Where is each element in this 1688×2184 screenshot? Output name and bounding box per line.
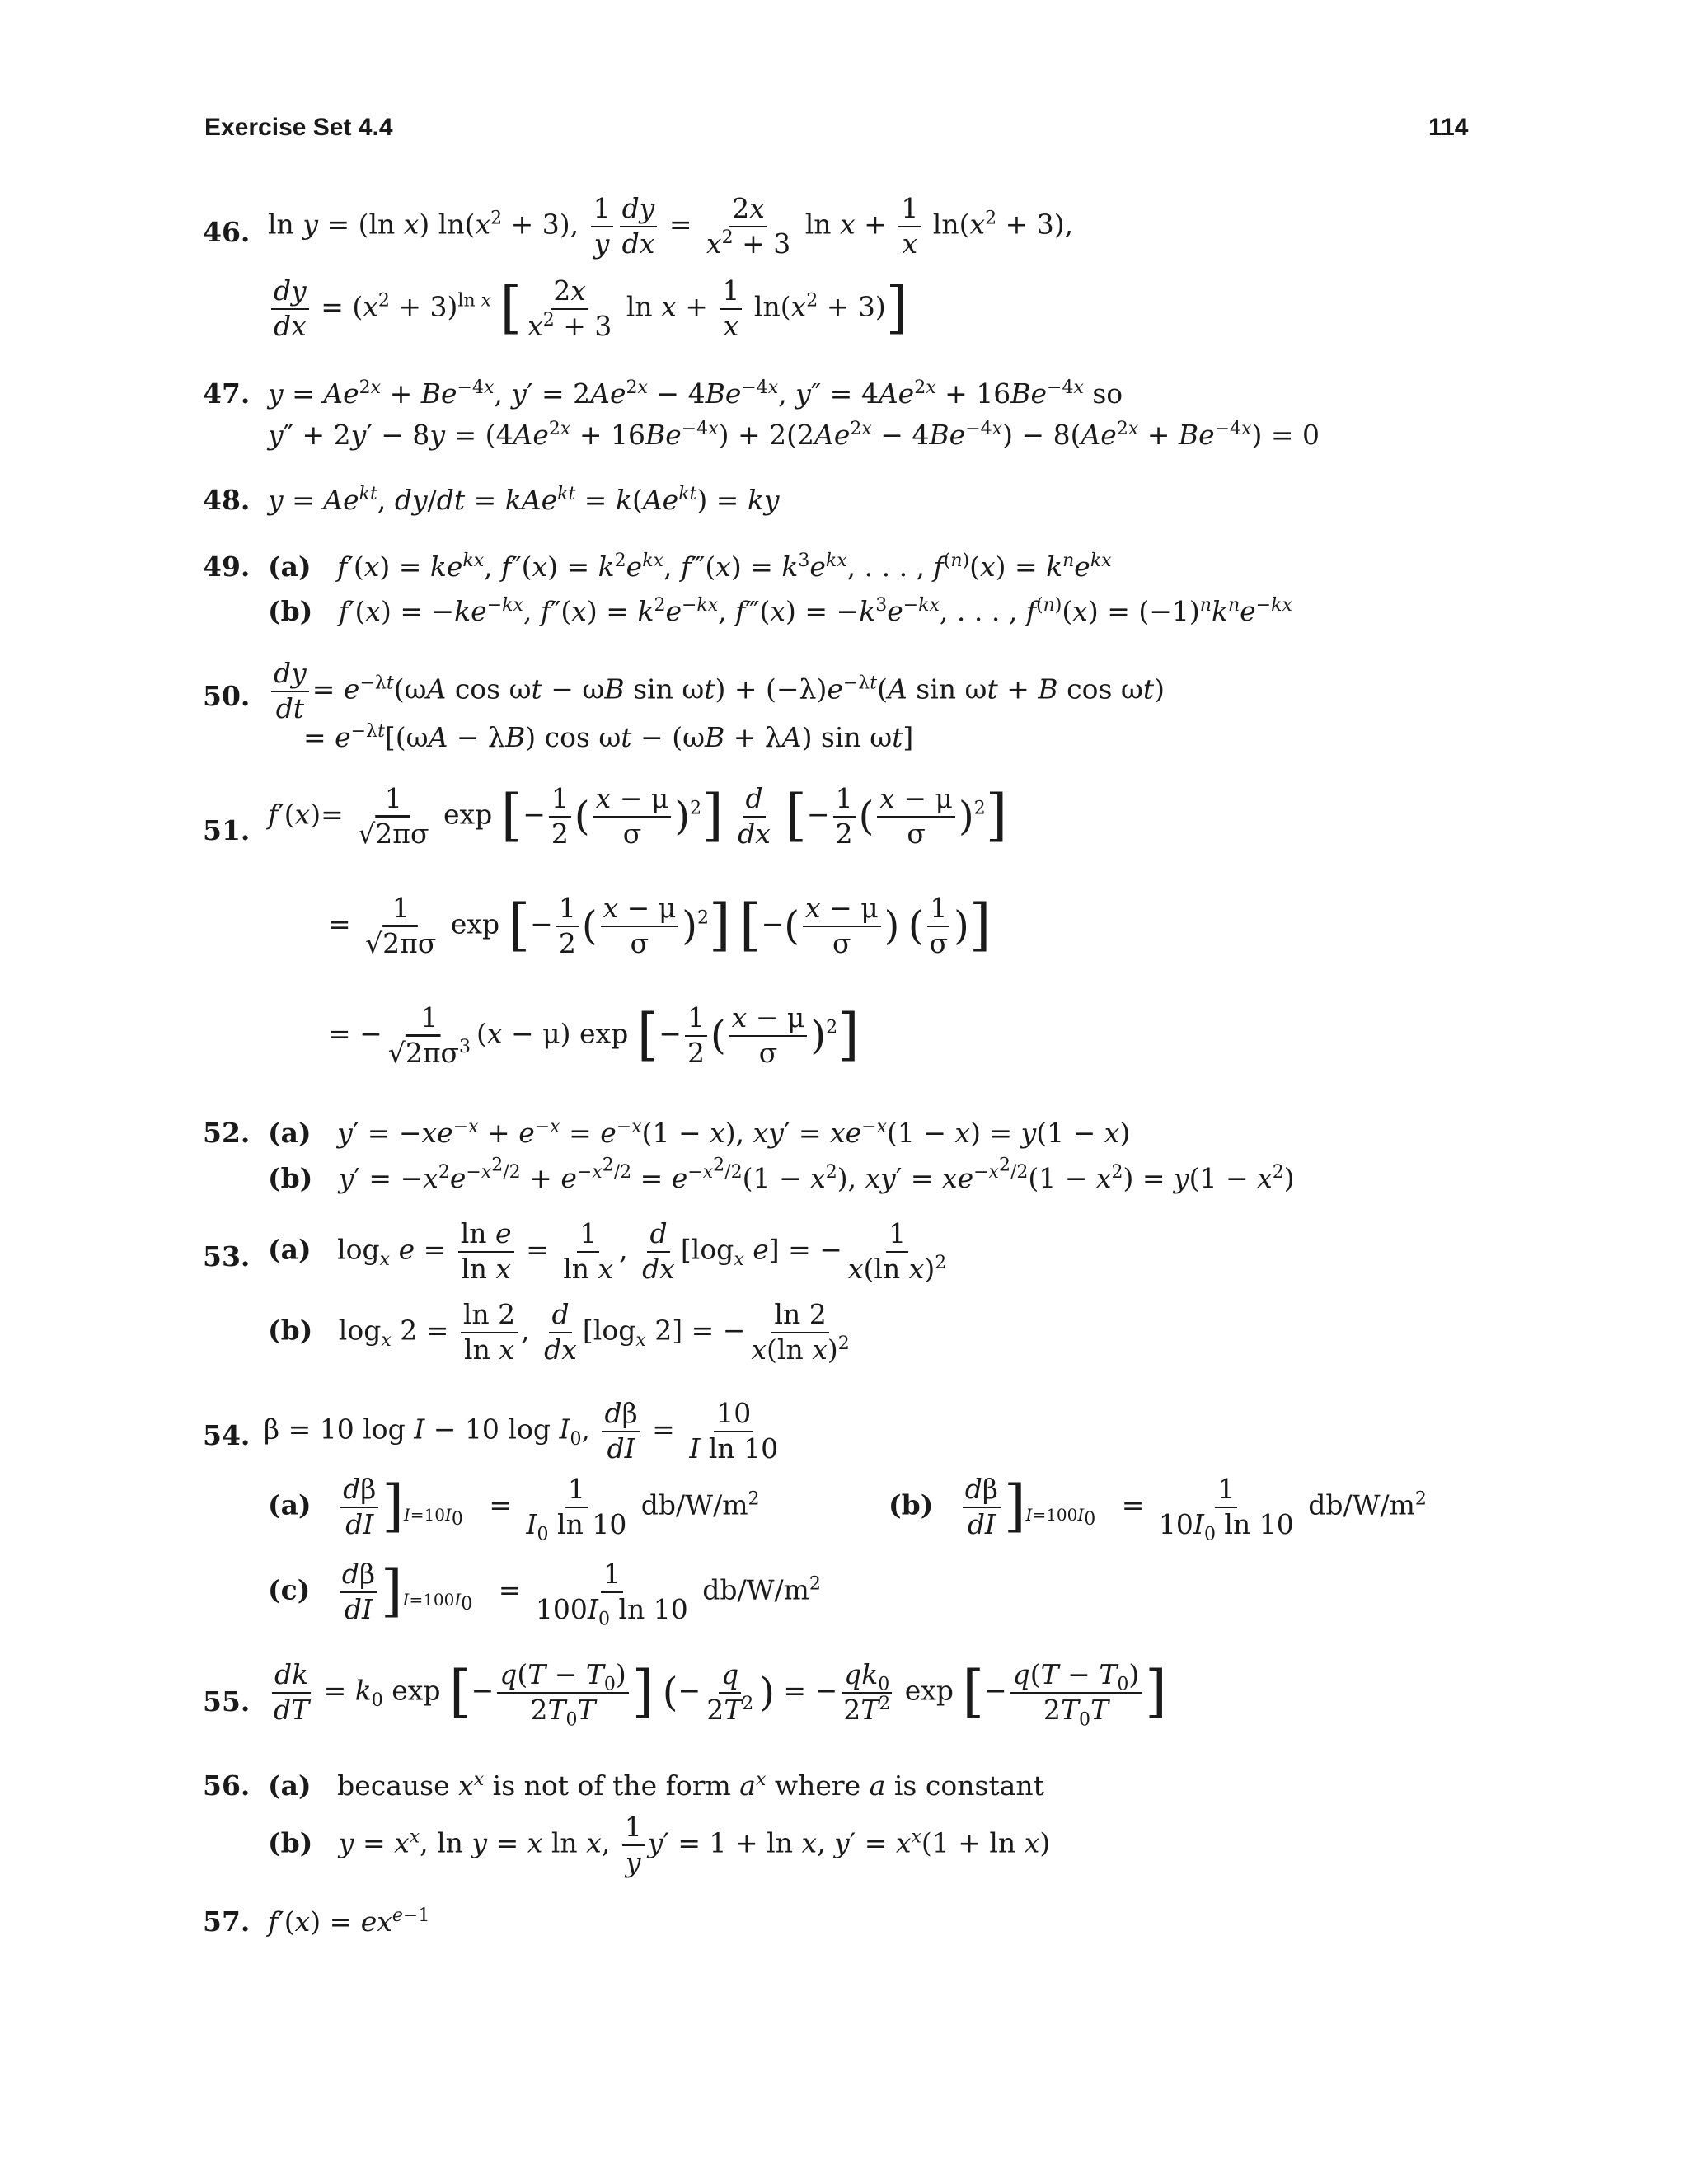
problem-number: 49. <box>203 551 251 583</box>
problem-number: 56. <box>203 1769 251 1802</box>
problem-49-part-b: (b) $f'(x) = -ke^{-kx}$, $f''(x) = k^2e^{-kx}$, f‴(x) = $-k^3e^{-kx}$, . . . , $f^{(n)}(x) = (-1)^nk^ne^{-kx}$ <box>268 595 1292 627</box>
problem-number: 51. <box>203 814 251 846</box>
problem-number: 53. <box>203 1240 251 1272</box>
problem-number: 48. <box>203 484 251 516</box>
problem-47-line-1: $y = Ae^{2x} + Be^{-4x}$, $y' = 2Ae^{2x} - 4Be^{-4x}$, $y'' = 4Ae^{2x} + 16Be^{-4x}$ so <box>268 377 1123 410</box>
problem-number: 52. <box>203 1117 251 1149</box>
problem-number: 50. <box>203 680 251 712</box>
problem-50-line-1: $\frac{dy}{dt}$ = $e^{-\lambda t}(\omega A$ cos ωt − ωB $\sin \omega t) + (-\lambda)e^{-\lambda t}(A$ sin ωt + B cos ωt) <box>268 659 1165 723</box>
problem-54-part-c: (c) $\frac{d\beta}{dI}$ ]$_{I=100I_0}$ = $\frac{1}{100I_0 \ln 10}$ $db/W/m^2$ <box>268 1558 821 1630</box>
problem-56-part-a: (a) because $x^x$ is not of the form $a^x$ where a is constant <box>268 1769 1044 1802</box>
problem-number: 57. <box>203 1905 251 1938</box>
problem-52-part-a: (a) $y' = -xe^{-x} + e^{-x} = e^{-x}(1 - x)$, $xy' = xe^{-x}(1 - x) = y(1 - x)$ <box>268 1117 1131 1149</box>
problem-52-part-b: (b) $y' = -x^2e^{-x^2/2} + e^{-x^2/2} = e^{-x^2/2}(1 - x^2)$, $xy' = xe^{-x^2/2}(1 - x^2) = y(1 - x^2)$ <box>268 1155 1295 1194</box>
problem-number: 54. <box>203 1419 251 1451</box>
problem-49-part-a: (a) $f'(x) = ke^{kx}$, $f''(x) = k^2e^{kx}$, f‴(x) = $k^3e^{kx}$, . . . , $f^{(n)}(x) = k^ne^{kx}$ <box>268 551 1112 583</box>
problem-51-line-2: = $\frac{1}{√2\pi\sigma}$ exp [− $\frac{1}{2}$ ( $\frac{x - \mu}{\sigma}$ )$^2$] [−( $\frac{x - \mu}{\sigma}$ ) ( $\frac{1}{\sigma}$ )] <box>328 892 992 959</box>
problem-53-part-b: (b) $\log_x 2$ = $\frac{\ln 2}{\text{ln x}}$ , $\frac{d}{dx}$ [$\log_x$ 2] = − $\frac{\ln 2}{x(\ln x)^2}$ <box>268 1298 850 1366</box>
problem-57-line-1: $f'(x) = ex^{e-1}$ <box>268 1905 430 1938</box>
problem-46-line-1: ln y = (ln x) $\ln(x^2 + 3)$, $\frac{1}{y}$ $\frac{dy}{dx}$ = $\frac{2x}{x^2 + 3}$ ln x + $\frac{1}{x}$ $\ln(x^2 + 3)$, <box>268 192 1074 260</box>
section-title: Exercise Set 4.4 <box>204 114 393 141</box>
problem-56-part-b: (b) $y = x^x$, ln y = x ln x, $\frac{1}{y}$ y′ = 1 + ln x, $y' = x^x(1 + \ln x)$ <box>268 1811 1051 1878</box>
problem-number: 47. <box>203 377 251 410</box>
problem-54-part-a: (a) $\frac{d\beta}{dI}$ ]$_{I=10I_0}$ = $\frac{1}{I_0 \ln 10}$ $db/W/m^2$ <box>268 1473 760 1545</box>
problem-54-part-b: (b) $\frac{d\beta}{dI}$ ]$_{I=100I_0}$ = $\frac{1}{10I_0 \ln 10}$ $db/W/m^2$ <box>889 1473 1427 1545</box>
problem-53-part-a: (a) $\log_x e$ = $\frac{\text{ln e}}{\text{ln x}}$ = $\frac{1}{\text{ln x}}$ , $\frac{d}{dx}$ [$\log_x$ e] = − $\frac{1}{x(\ln x)^2}$ <box>268 1217 947 1285</box>
problem-46-line-2: $\frac{dy}{dx}$ = $(x^2 + 3)^{ln x}$ [ $\frac{2x}{x^2 + 3}$ ln x + $\frac{1}{x}$ $\ln(x^2 + 3)$] <box>268 277 907 340</box>
problem-54-line-1: β = 10 log I − 10 $\log I_0$, $\frac{d\beta}{dI}$ = $\frac{10}{\text{I ln 10}}$ <box>264 1397 779 1465</box>
problem-48-line-1: $y = Ae^{kt}$, $dy/dt = kAe^{kt} = k(Ae^{kt})$ = ky <box>268 484 780 516</box>
problem-number: 55. <box>203 1685 251 1718</box>
problem-55-line-1: $\frac{dk}{dT}$ = $k_0$ exp [− $\frac{q(T - T_0)}{2T_0T}$ ] (− $\frac{q}{2T^2}$ ) = − $\frac{qk_0}{2T^2}$ exp [− $\frac{q(T - T_0)}{2T_0T}$ ] <box>274 1658 1167 1731</box>
page-number: 114 <box>1428 114 1469 141</box>
problem-47-line-2: $y'' + 2y' - 8y = (4Ae^{2x} + 16Be^{-4x}) + 2(2Ae^{2x} - 4Be^{-4x}) - 8(Ae^{2x} + Be^{-4x}) = 0$ <box>268 419 1320 451</box>
problem-51-line-3: = − $\frac{1}{√2\pi\sigma^3}$ (x − μ) exp [− $\frac{1}{2}$ ( $\frac{x - \mu}{\sigma}$ )$^2$] <box>328 1001 860 1069</box>
problem-51-line-1: f′(x)= $\frac{1}{√2\pi\sigma}$ exp [− $\frac{1}{2}$ ( $\frac{x - \mu}{\sigma}$ )$^2$] $\frac{d}{dx}$ [− $\frac{1}{2}$ ( $\frac{x - \mu}{\sigma}$ )$^2$] <box>268 782 1008 850</box>
problem-number: 46. <box>203 216 251 248</box>
problem-50-line-2: = $e^{-\lambda t}[(\omega A - \lambda B)$ cos ωt − (ωB + λA) sin ωt] <box>303 721 914 753</box>
